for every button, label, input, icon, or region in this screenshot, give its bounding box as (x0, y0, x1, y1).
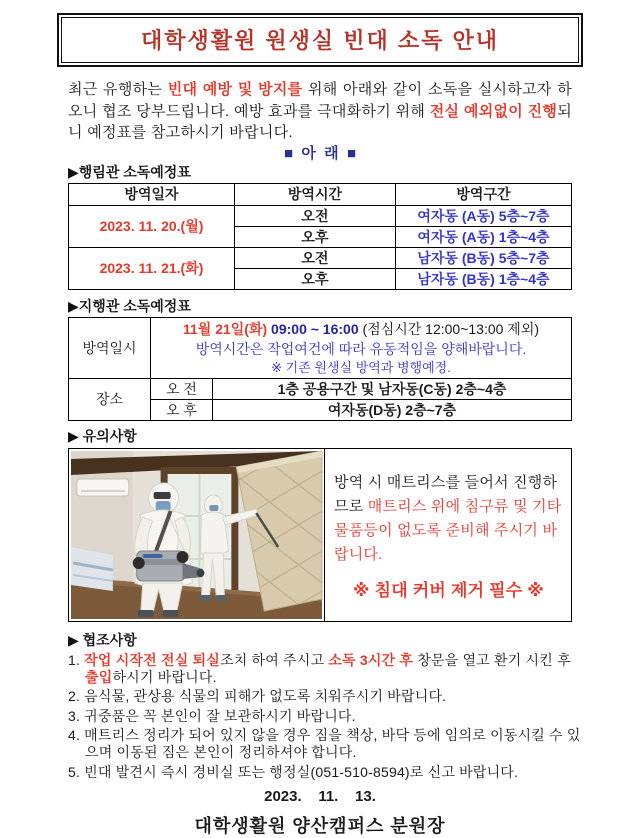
header-time: 방역시간 (234, 183, 395, 205)
date-cell: 2023. 11. 20.(월) (69, 205, 235, 247)
notice-box (68, 448, 572, 622)
item-text: 귀중품은 꼭 본인이 잘 보관하시기 바랍니다. (84, 707, 356, 724)
time-cell: 오 전 (151, 378, 213, 399)
item-text: 매트리스 정리가 되어 있지 않을 경우 짐을 책상, 바닥 등에 임의로 이동시킬 수 있으며 이동된 짐은 본인이 정리하셔야 합니다. (84, 727, 581, 760)
header-zone: 방역구간 (395, 183, 571, 205)
item-text: 빈대 발견시 즉시 경비실 또는 행정실(051-510-8594)로 신고 바랍니다. (84, 763, 519, 780)
signature: 대학생활원 양산캠퍼스 분원장 (194, 815, 446, 836)
list-item-3 (68, 708, 583, 725)
zone-cell: 남자동 (B동) 1층~4층 (395, 268, 571, 289)
table-row (69, 247, 572, 268)
item-number: 4. (68, 727, 85, 743)
place-label-cell: 장소 (69, 378, 151, 420)
table-row (69, 378, 572, 399)
intro-emphasis-prevention: 빈대 예방 및 방지를 (167, 81, 303, 98)
time-cell: 오전 (234, 247, 395, 268)
intro-text: 위해 아래와 같이 소독을 실시하고자 하오니 협조 당부드립니다. 예방 효과를 극대화하기 위해 (68, 81, 572, 120)
header-date: 방역일자 (69, 183, 235, 205)
item1-text: 하시기 바랍니다. (112, 668, 217, 685)
below-marker: ■ 아 래 ■ (283, 144, 357, 162)
table-header-row (69, 183, 572, 205)
title-box (57, 13, 583, 67)
notice-heading: ▶ 유의사항 (68, 427, 137, 444)
time-cell: 오전 (234, 205, 395, 226)
intro-text: 최근 유행하는 (68, 81, 168, 98)
item1-red-checkout: 작업 시작전 전실 퇴실 (84, 651, 220, 668)
datetime-label-cell: 방역일시 (69, 317, 151, 378)
item1-red-entry: 출입 (85, 668, 113, 685)
notice-text-red: 매트리스 위에 침구류 및 기타 물품등이 없도록 준비해 주시기 바랍니다. (334, 497, 562, 563)
time-cell: 오후 (234, 226, 395, 247)
disinfection-date: 11월 21일(화) (182, 320, 272, 337)
list-item-5 (68, 764, 583, 781)
lunch-exclusion-note: (점심시간 12:00~13:00 제외) (362, 320, 540, 337)
disinfection-photo (69, 449, 325, 621)
page-title: 대학생활원 원생실 빈대 소독 안내 (141, 28, 499, 53)
issue-date: 2023. 11. 13. (264, 787, 376, 805)
time-cell: 오후 (234, 268, 395, 289)
notice-text (325, 449, 571, 621)
item1-text: 조치 하여 주시고 (219, 651, 329, 668)
zone-cell: 여자동 (A동) 1층~4층 (395, 226, 571, 247)
table-row (69, 317, 572, 378)
item1-text: 창문을 열고 환기 시킨 후 (413, 651, 571, 668)
haengnim-schedule-heading: ▶행림관 소독예정표 (68, 163, 191, 180)
jihaeng-schedule-table (68, 317, 572, 421)
item-text: 음식물, 관상용 식물의 피해가 없도록 치워주시기 바랍니다. (84, 688, 447, 704)
item-number: 5. (68, 763, 85, 780)
disinfection-photo-illustration (71, 451, 322, 619)
intro-paragraph (68, 79, 572, 144)
notice-highlight: ※ 침대 커버 제거 필수 ※ (352, 580, 545, 600)
time-cell: 오 후 (151, 399, 213, 420)
parallel-note: ※ 기존 원생실 방역과 병행예정. (271, 359, 451, 375)
zone-cell: 여자동 (A동) 5층~7층 (395, 205, 571, 226)
datetime-value-cell (151, 317, 572, 378)
list-item-4 (68, 727, 583, 761)
notice-text-black: 방역 시 매트리스를 들어서 진행하므로 (334, 473, 558, 515)
disinfection-time: 09:00 ~ 16:00 (271, 320, 363, 337)
flexible-time-note: 방역시간은 작업여건에 따라 유동적임을 양해바랍니다. (195, 340, 527, 357)
intro-emphasis-all-rooms: 전실 예외없이 진행 (429, 102, 558, 120)
list-item-1 (68, 652, 583, 686)
item-number: 2. (68, 688, 85, 704)
item-number: 1. (68, 651, 85, 668)
haengnim-schedule-table (68, 183, 572, 290)
cooperation-heading: ▶ 협조사항 (68, 631, 137, 648)
jihaeng-schedule-heading: ▶지행관 소독예정표 (68, 297, 191, 314)
table-row (69, 205, 572, 226)
place-cell: 여자동(D동) 2층~7층 (213, 399, 572, 420)
intro-text: 되니 예정표를 참고하시기 바랍니다. (68, 102, 572, 141)
place-cell: 1층 공용구간 및 남자동(C동) 2층~4층 (213, 378, 572, 399)
item1-red-3hours: 소독 3시간 후 (328, 651, 414, 668)
cooperation-list (68, 652, 583, 781)
list-item-2 (68, 688, 583, 705)
item-number: 3. (68, 707, 85, 724)
date-cell: 2023. 11. 21.(화) (69, 247, 235, 289)
zone-cell: 남자동 (B동) 5층~7층 (395, 247, 571, 268)
